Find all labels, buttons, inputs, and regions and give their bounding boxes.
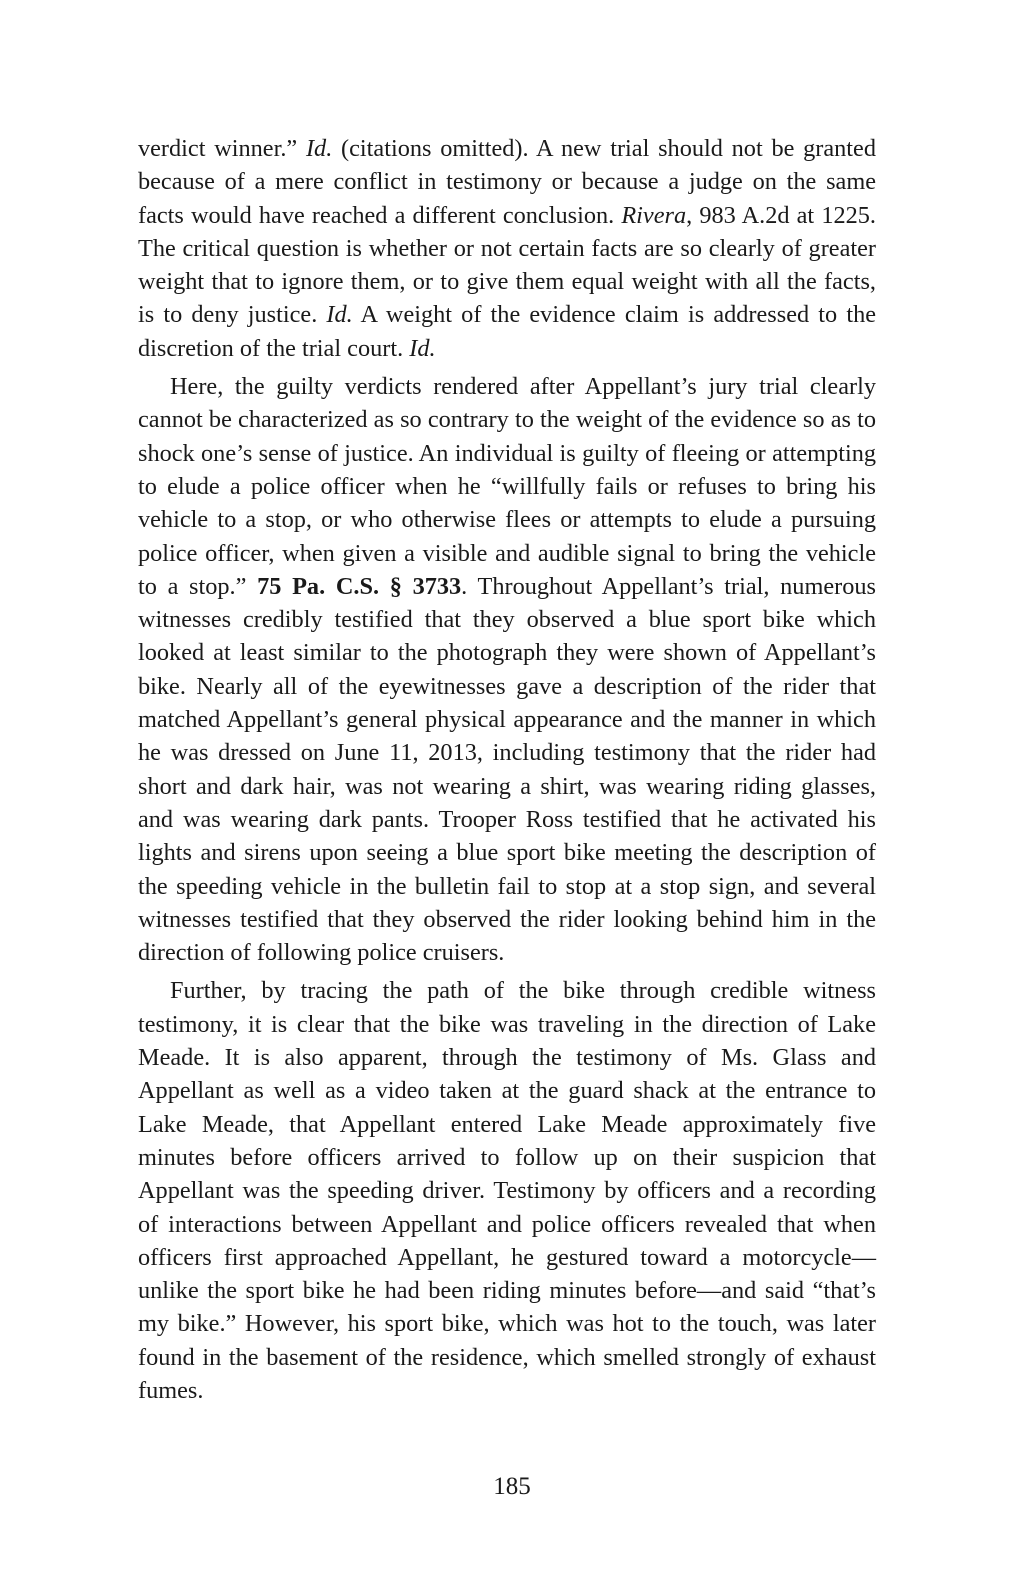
citation-rivera: Rivera xyxy=(621,201,687,229)
paragraph-1-text: A weight of the evidence claim is addressed to the discretion of the trial court. xyxy=(138,301,876,362)
paragraph-1-text: (citations omitted). A new trial should not be granted because of a mere conflict in testimony or because a judge on the same facts would have reached a different conclusion. xyxy=(138,135,876,229)
document-page xyxy=(138,132,876,1407)
citation-id: Id. xyxy=(305,135,333,162)
paragraph-3-text: Further, by tracing the path of the bike through credible witness testimony, it is clear that the bike was traveling in the direction of Lake Meade. It is also apparent, through the testimony of Ms. Glass and Appellant as well as a video taken at the guard shack at the entrance to Lake Meade, that Appellant entered Lake Meade approximately five minutes before officers arrived to follow up on their suspicion that Appellant was the speeding driver. Testimony by officers and a recording of interactions between Appellant and police officers revealed that when officers first approached Appellant, he gestured toward a motorcycle—unlike the sport bike he had been riding minutes before—and said “that’s my bike.” However, his sport bike, which was hot to the touch, was later found in the basement of the residence, which smelled strongly of exhaust fumes. xyxy=(138,977,876,1404)
paragraph-2-text: Here, the guilty verdicts rendered after Appellant’s jury trial clearly cannot be characterized as so contrary to the weight of the evidence so as to shock one’s sense of justice. An individual is guilty of fleeing or attempting to elude a police officer when he “willfully fails or refuses to bring his vehicle to a stop, or who otherwise flees or attempts to elude a pursuing police officer, when given a visible and audible signal to bring the vehicle to a stop.” xyxy=(138,373,876,600)
paragraph-1 xyxy=(138,132,876,365)
paragraph-2-text: . Throughout Appellant’s trial, numerous witnesses credibly testified that they observed a blue sport bike which looked at least similar to the photograph they were shown of Appellant’s bike. Nearly all of the eyewitnesses gave a description of the rider that matched Appellant’s general physical appearance and the manner in which he was dressed on June 11, 2013, including testimony that the rider had short and dark hair, was not wearing a shirt, was wearing riding glasses, and was wearing dark pants. Trooper Ross testified that he activated his lights and sirens upon seeing a blue sport bike meeting the description of the speeding vehicle in the bulletin fail to stop at a stop sign, and several witnesses testified that they observed the rider looking behind him in the direction of following police cruisers. xyxy=(138,572,876,967)
statute-citation: 75 Pa. C.S. § 3733 xyxy=(257,572,462,600)
citation-id: Id. xyxy=(409,334,436,362)
paragraph-3 xyxy=(138,974,876,1407)
paragraph-1-text: verdict winner.” xyxy=(138,135,306,162)
paragraph-2 xyxy=(138,370,876,969)
paragraph-1-text: , 983 A.2d at 1225. The critical question is whether or not certain facts are so clearly of greater weight that to ignore them, or to give them equal weight with all the facts, is to deny justice. xyxy=(138,201,876,329)
page-number: 185 xyxy=(493,1473,531,1500)
citation-id: Id. xyxy=(326,301,353,329)
